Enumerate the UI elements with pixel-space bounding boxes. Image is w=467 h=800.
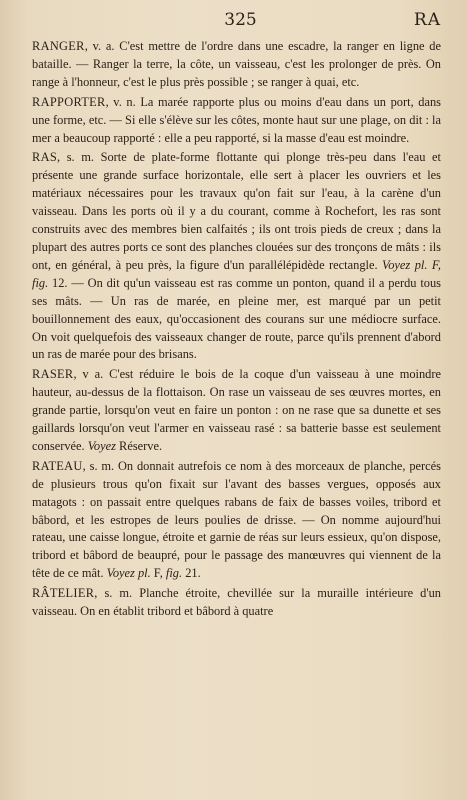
entry-raser — [32, 366, 441, 456]
dictionary-body — [32, 38, 441, 623]
definition-continued: 12. — On dit qu'un vaisseau est ras comme un ponton, quand il a perdu tous ses mâts. — Un ras de marée, en pleine mer, est marqué par un petit bouillonnement des eaux, qu'occasionent des courans sur une médiocre surface. On voit quelquefois des vaisseaux changer de route, parce qu'ils prennent d'abord un ras de marée pour des brisans. — [32, 275, 441, 362]
definition: , v. n. La marée rapporte plus ou moins d'eau dans un port, dans une forme, etc. — Si elle s'élève sur les côtes, monte haut sur une plage, on dit : la mer a beaucoup rapporté : elle a peu rapporté, si la masse d'eau est moindre. — [32, 94, 441, 145]
definition: , v a. C'est réduire le bois de la coque d'un vaisseau à une moindre hauteur, au-dessus de la flottaison. On rase un vaisseau de ses œuvres mortes, en grande partie, lorsqu'on veut en faire un ponton : on ne rase que sa dunette et ses gaillards lorsqu'on veut l'armer en vaisseau rasé : sa batterie basse est seulement conservée. — [32, 367, 441, 453]
cross-reference: Voyez — [87, 438, 116, 453]
definition: , s. m. Sorte de plate-forme flottante qui plonge très-peu dans l'eau et présente une grande surface horizontale, elle sert à placer les ouvriers et les matériaux nécessaires pour les travaux qu'on fait sur l'eau, à la carène d'un vaisseau. Dans les ports où il y a du courant, comme à Rochefort, les ras sont construits avec des membres bien calfaités ; ils ont trois pieds de creux ; dans la plupart des autres ports ce sont des planches clouées sur des tronçons de mâts : ils ont, en général, à peu près, la figure d'un parallélépidède rectangle. — [32, 150, 441, 272]
definition: , s. m. Planche étroite, chevillée sur la muraille intérieure d'un vaisseau. On en établit tribord et bâbord à quatre — [32, 586, 441, 619]
cross-reference: Voyez pl. — [106, 566, 151, 581]
entry-ratelier — [32, 585, 441, 621]
definition-end: 21. — [182, 566, 201, 581]
entry-rapporter — [32, 94, 441, 148]
headword: RÂTELIER — [32, 586, 95, 601]
entry-ranger — [32, 38, 441, 92]
headword: RAPPORTER — [32, 94, 106, 109]
headword: RATEAU — [32, 458, 83, 473]
definition-continued: Réserve. — [115, 438, 163, 453]
definition: , s. m. On donnait autrefois ce nom à des morceaux de planche, percés de plusieurs trous qu'on fixait sur l'avant des basses vergues, opposés aux matagots : on passait entre quelques rabans de faix de basses voiles, tribord et bâbord, et les estropes de leurs poulies de drisse. — On nomme aujourd'hui rateau, une caisse longue, étroite et garnie de réas sur leurs essieux, qu'on dispose, tribord et bâbord de beaupré, pour le passage des manœuvres qui viennent de la tête de ce mât. — [32, 458, 441, 581]
headword: RANGER — [32, 39, 85, 53]
cross-reference-figure: fig. — [165, 566, 183, 581]
definition: , v. a. C'est mettre de l'ordre dans une escadre, la ranger en ligne de bataille. — Ranger la terre, la côte, un vaisseau, c'est les prolonger de près. On range à l'honneur, c'est le plus près possible ; se ranger à quai, etc. — [32, 39, 441, 89]
entry-rateau — [32, 458, 441, 583]
cross-reference: Voyez pl. F, fig. — [32, 257, 441, 290]
headword: RAS — [32, 150, 58, 165]
page-number: 325 — [224, 10, 257, 30]
page-header — [34, 10, 447, 32]
entry-ras — [32, 149, 441, 364]
definition-continued: F, — [150, 566, 166, 581]
running-head: RA — [413, 10, 441, 30]
headword: RASER — [32, 367, 74, 382]
